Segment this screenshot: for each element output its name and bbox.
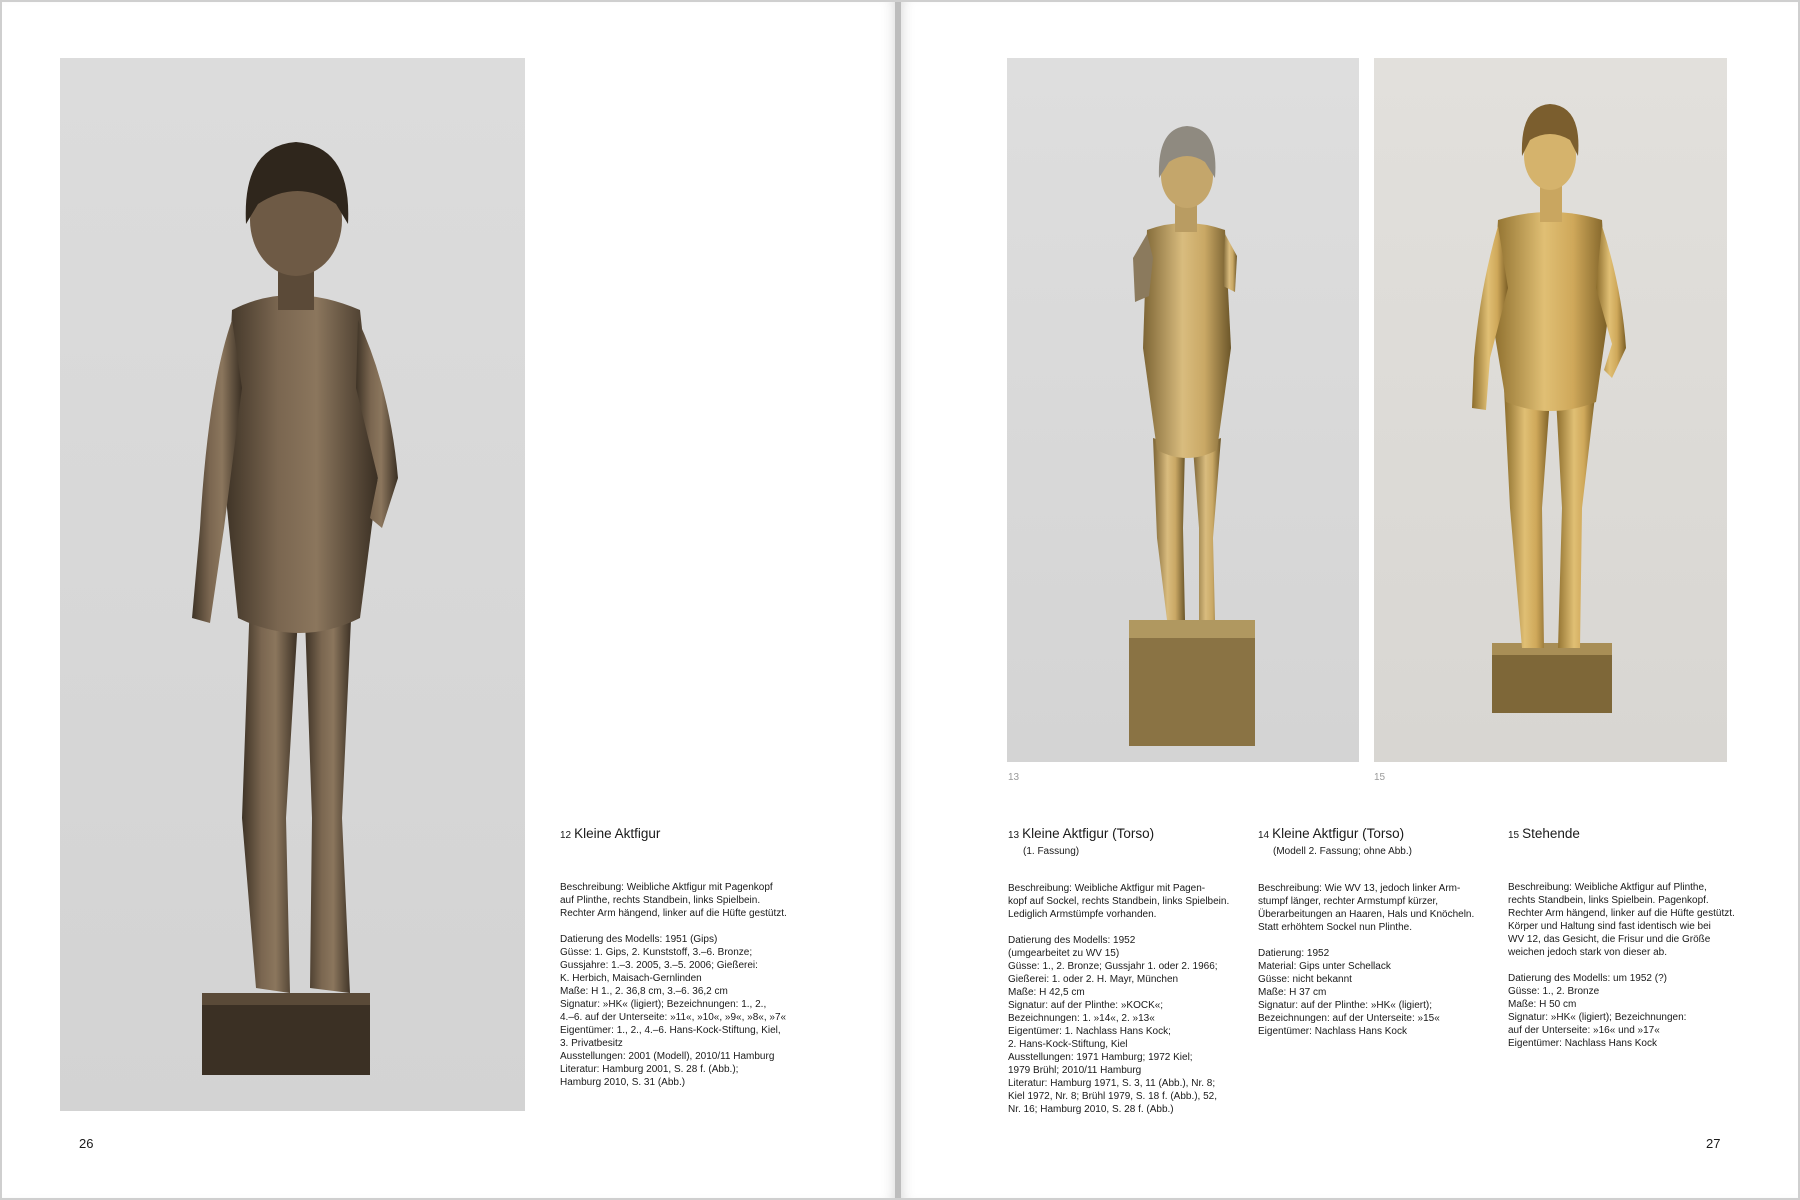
page-number-right: 27 (1706, 1136, 1721, 1151)
entry-number: 15 (1508, 830, 1520, 841)
catalogue-entry-12 (560, 826, 820, 1089)
entry-description: Beschreibung: Weibliche Aktfigur mit Pagen- kopf auf Sockel, rechts Standbein, links Spielbein. Lediglich Armstümpfe vorhanden. (1008, 883, 1230, 920)
entry-number: 14 (1258, 830, 1270, 841)
entry-body (1258, 882, 1493, 1038)
entry-details: Datierung des Modells: 1951 (Gips) Güsse: 1. Gips, 2. Kunststoff, 3.–6. Bronze; Gussjahre: 1.–3. 2005, 3.–5. 2006; Gießerei: K. Herbich, Maisach-Gernlinden Maße: H 1., 2. 36,8 cm, 3.–6. 36,2 cm Signatur: »HK« (ligiert); Bezeichnungen: 1., 2., 4.–6. auf der Unterseite: »11«, »10«, »9«, »8«, »7« Eigentümer: 1., 2., 4.–6. Hans-Kock-Stiftung, Kiel, 3. Privatbesitz Ausstellungen: 2001 (Modell), 2010/11 Hamburg Literatur: Hamburg 2001, S. 28 f. (Abb.); Hamburg 2010, S. 31 (Abb.) (560, 934, 787, 1088)
entry-details: Datierung des Modells: um 1952 (?) Güsse: 1., 2. Bronze Maße: H 50 cm Signatur: »HK« (ligiert); Bezeichnungen: auf der Unterseite: »16« und »17« Eigentümer: Nachlass Hans Kock (1508, 973, 1687, 1049)
entry-heading (1258, 826, 1493, 844)
sculpture-15-image (1374, 58, 1727, 762)
page-number-left: 26 (79, 1136, 94, 1151)
figure-number-15: 15 (1374, 772, 1386, 783)
catalogue-entry-14 (1258, 826, 1493, 1038)
entry-subtitle: (1. Fassung) (1023, 846, 1080, 857)
entry-title: Kleine Aktfigur (Torso) (1022, 826, 1155, 841)
catalogue-entry-13 (1008, 826, 1248, 1116)
figure-number-13: 13 (1008, 772, 1020, 783)
entry-number: 13 (1008, 830, 1020, 841)
photo-figure-12 (60, 58, 525, 1111)
entry-body (1008, 882, 1248, 1116)
catalogue-entry-15 (1508, 826, 1763, 1050)
sculpture-13-image (1007, 58, 1359, 762)
entry-title: Kleine Aktfigur (574, 826, 661, 841)
entry-details: Datierung des Modells: 1952 (umgearbeitet zu WV 15) Güsse: 1., 2. Bronze; Gussjahr 1. oder 2. 1966; Gießerei: 1. oder 2. H. Mayr, München Maße: H 42,5 cm Signatur: auf der Plinthe: »KOCK«; Bezeichnungen: 1. »14«, 2. »13« Eigentümer: 1. Nachlass Hans Kock; 2. Hans-Kock-Stiftung, Kiel Ausstellungen: 1971 Hamburg; 1972 Kiel; 1979 Brühl; 2010/11 Hamburg Literatur: Hamburg 1971, S. 3, 11 (Abb.), Nr. 8; Kiel 1972, Nr. 8; Brühl 1979, S. 18 f. (Abb.), 52, Nr. 16; Hamburg 2010, S. 28 f. (Abb.) (1008, 935, 1218, 1115)
entry-title: Kleine Aktfigur (Torso) (1272, 826, 1405, 841)
entry-description: Beschreibung: Weibliche Aktfigur auf Plinthe, rechts Standbein, links Spielbein. Pagenkopf. Rechter Arm hängend, linker auf die Hüfte gestützt. Körper und Haltung sind fast identisch wie bei WV 12, das Gesicht, die Frisur und die Größe weichen jedoch stark von dieser ab. (1508, 882, 1735, 958)
entry-subtitle: (Modell 2. Fassung; ohne Abb.) (1273, 846, 1412, 857)
entry-title: Stehende (1522, 826, 1580, 841)
photo-figure-13 (1007, 58, 1359, 762)
entry-description: Beschreibung: Weibliche Aktfigur mit Pagenkopf auf Plinthe, rechts Standbein, links Spielbein. Rechter Arm hängend, linker auf die Hüfte gestützt. (560, 882, 787, 919)
entry-heading (560, 826, 820, 844)
sculpture-12-image (60, 58, 525, 1111)
entry-body (1508, 881, 1763, 1050)
entry-heading (1508, 826, 1763, 844)
entry-description: Beschreibung: Wie WV 13, jedoch linker Arm- stumpf länger, rechter Armstumpf kürzer, Überarbeitungen an Haaren, Hals und Knöcheln. Statt erhöhtem Sockel nun Plinthe. (1258, 883, 1475, 933)
entry-number: 12 (560, 830, 572, 841)
entry-heading (1008, 826, 1248, 844)
entry-details: Datierung: 1952 Material: Gips unter Schellack Güsse: nicht bekannt Maße: H 37 cm Signatur: auf der Plinthe: »HK« (ligiert); Bezeichnungen: auf der Unterseite: »15« Eigentümer: Nachlass Hans Kock (1258, 948, 1440, 1037)
entry-body (560, 881, 820, 1089)
photo-figure-15 (1374, 58, 1727, 762)
